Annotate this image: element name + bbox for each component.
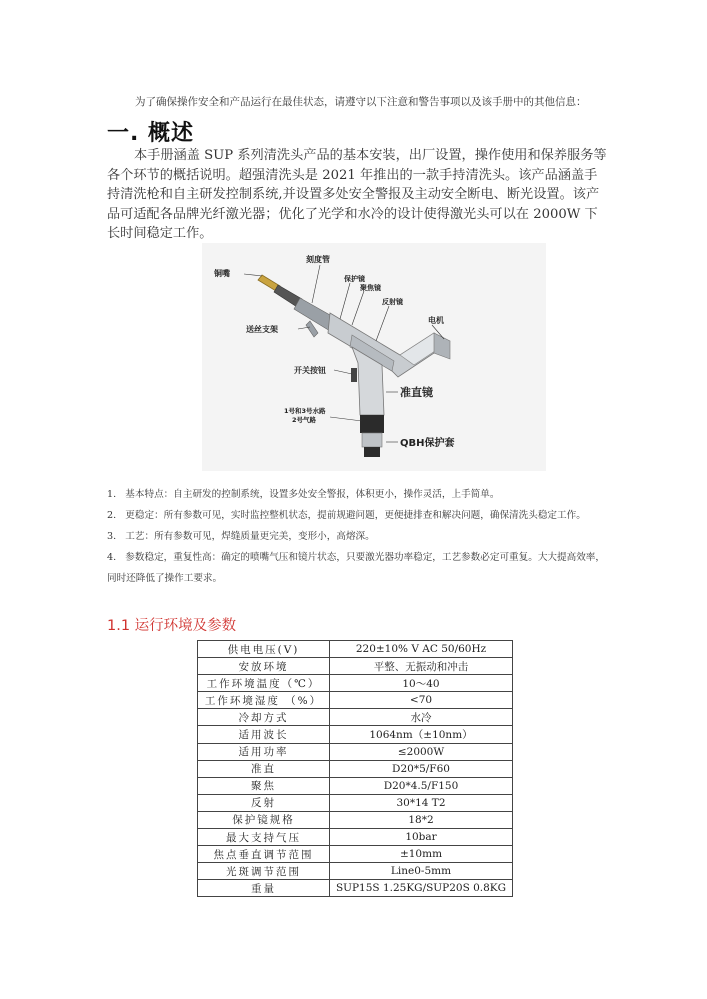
label-nozzle: 铜嘴	[214, 269, 230, 278]
cleaning-head-diagram	[202, 243, 546, 471]
table-row	[198, 760, 513, 777]
param-value: 平整、无振动和冲击	[330, 658, 513, 675]
table-row	[198, 880, 513, 897]
param-name: 聚焦	[198, 777, 330, 794]
nozzle-part	[258, 275, 302, 307]
label-water-gas-2: 2号气路	[292, 416, 317, 424]
table-row	[198, 777, 513, 794]
param-name: 重量	[198, 880, 330, 897]
param-value: 30*14 T2	[330, 794, 513, 811]
param-name: 供电电压(V)	[198, 641, 330, 658]
param-value: 1064nm（±10nm）	[330, 726, 513, 743]
label-wire-bracket: 送丝支架	[246, 325, 278, 334]
intro-text: 为了确保操作安全和产品运行在最佳状态，请遵守以下注意和警告事项以及该手册中的其他信息：	[135, 96, 587, 108]
param-value: 18*2	[330, 811, 513, 828]
param-value: Line0-5mm	[330, 863, 513, 880]
table-row	[198, 829, 513, 846]
param-value: 水冷	[330, 709, 513, 726]
feature-item: 2. 更稳定：所有参数可见，实时监控整机状态，提前规避问题，更便捷排查和解决问题，确保清洗头稳定工作。	[107, 510, 586, 521]
table-row	[198, 675, 513, 692]
feature-item: 4. 参数稳定，重复性高：确定的喷嘴气压和镜片状态，只要激光器功率稳定，工艺参数必定可重复。大大提高效率，同时还降低了操作工要求。	[107, 552, 605, 584]
table-row	[198, 709, 513, 726]
table-row	[198, 692, 513, 709]
label-reflect-lens: 反射镜	[382, 298, 403, 306]
table-row	[198, 846, 513, 863]
table-row	[198, 863, 513, 880]
param-name: 冷却方式	[198, 709, 330, 726]
params-table	[197, 640, 513, 897]
param-name: 反射	[198, 794, 330, 811]
feature-item: 3. 工艺：所有参数可见，焊缝质量更完美，变形小，高熔深。	[107, 531, 375, 542]
param-name: 工作环境湿度 （%）	[198, 692, 330, 709]
param-value: <70	[330, 692, 513, 709]
label-water-gas-1: 1号和3号水路	[284, 407, 326, 415]
param-name: 焦点垂直调节范围	[198, 846, 330, 863]
param-value: SUP15S 1.25KG/SUP20S 0.8KG	[330, 880, 513, 897]
feature-list	[107, 484, 605, 589]
table-row	[198, 811, 513, 828]
param-name: 工作环境温度（℃）	[198, 675, 330, 692]
param-name: 适用波长	[198, 726, 330, 743]
param-value: ≤2000W	[330, 743, 513, 760]
qbh-part	[360, 415, 384, 457]
table-row	[198, 658, 513, 675]
param-name: 适用功率	[198, 743, 330, 760]
label-scale-tube: 刻度管	[306, 255, 330, 264]
overview-paragraph	[107, 146, 607, 244]
label-motor: 电机	[428, 316, 444, 325]
param-name: 安放环境	[198, 658, 330, 675]
overview-text: 本手册涵盖 SUP 系列清洗头产品的基本安装，出厂设置，操作使用和保养服务等各个环节的概括说明。超强清洗头是 2021 年推出的一款手持清洗头。该产品涵盖手持清洗枪和自主研发控制系统,并设置多处安全警报及主动安全断电、断光设置。该产品可适配各品牌光纤激光器；优化了光学和水冷的设计使得激光头可以在 2000W 下长时间稳定工作。	[107, 148, 607, 241]
param-value: D20*5/F60	[330, 760, 513, 777]
param-name: 准直	[198, 760, 330, 777]
param-value: 10bar	[330, 829, 513, 846]
param-name: 光斑调节范围	[198, 863, 330, 880]
table-row	[198, 726, 513, 743]
feature-item: 1. 基本特点：自主研发的控制系统，设置多处安全警报，体积更小，操作灵活，上手简单。	[107, 489, 500, 500]
param-name: 最大支持气压	[198, 829, 330, 846]
cleaning-head-figure	[202, 243, 546, 471]
table-row	[198, 743, 513, 760]
table-row	[198, 641, 513, 658]
section-heading-environment: 1.1 运行环境及参数	[107, 618, 237, 634]
param-value: D20*4.5/F150	[330, 777, 513, 794]
param-value: 10～40	[330, 675, 513, 692]
label-protect-lens: 保护镜	[344, 275, 365, 283]
label-focus-lens: 聚焦镜	[360, 284, 381, 292]
label-collimator: 准直镜	[400, 386, 433, 399]
param-value: ±10mm	[330, 846, 513, 863]
label-qbh-cover: QBH保护套	[400, 438, 455, 449]
param-name: 保护镜规格	[198, 811, 330, 828]
table-row	[198, 794, 513, 811]
param-value: 220±10% V AC 50/60Hz	[330, 641, 513, 658]
section-heading-overview: 一. 概述	[107, 121, 195, 146]
label-switch-button: 开关按钮	[294, 366, 326, 375]
wire-bracket-part	[306, 321, 318, 337]
